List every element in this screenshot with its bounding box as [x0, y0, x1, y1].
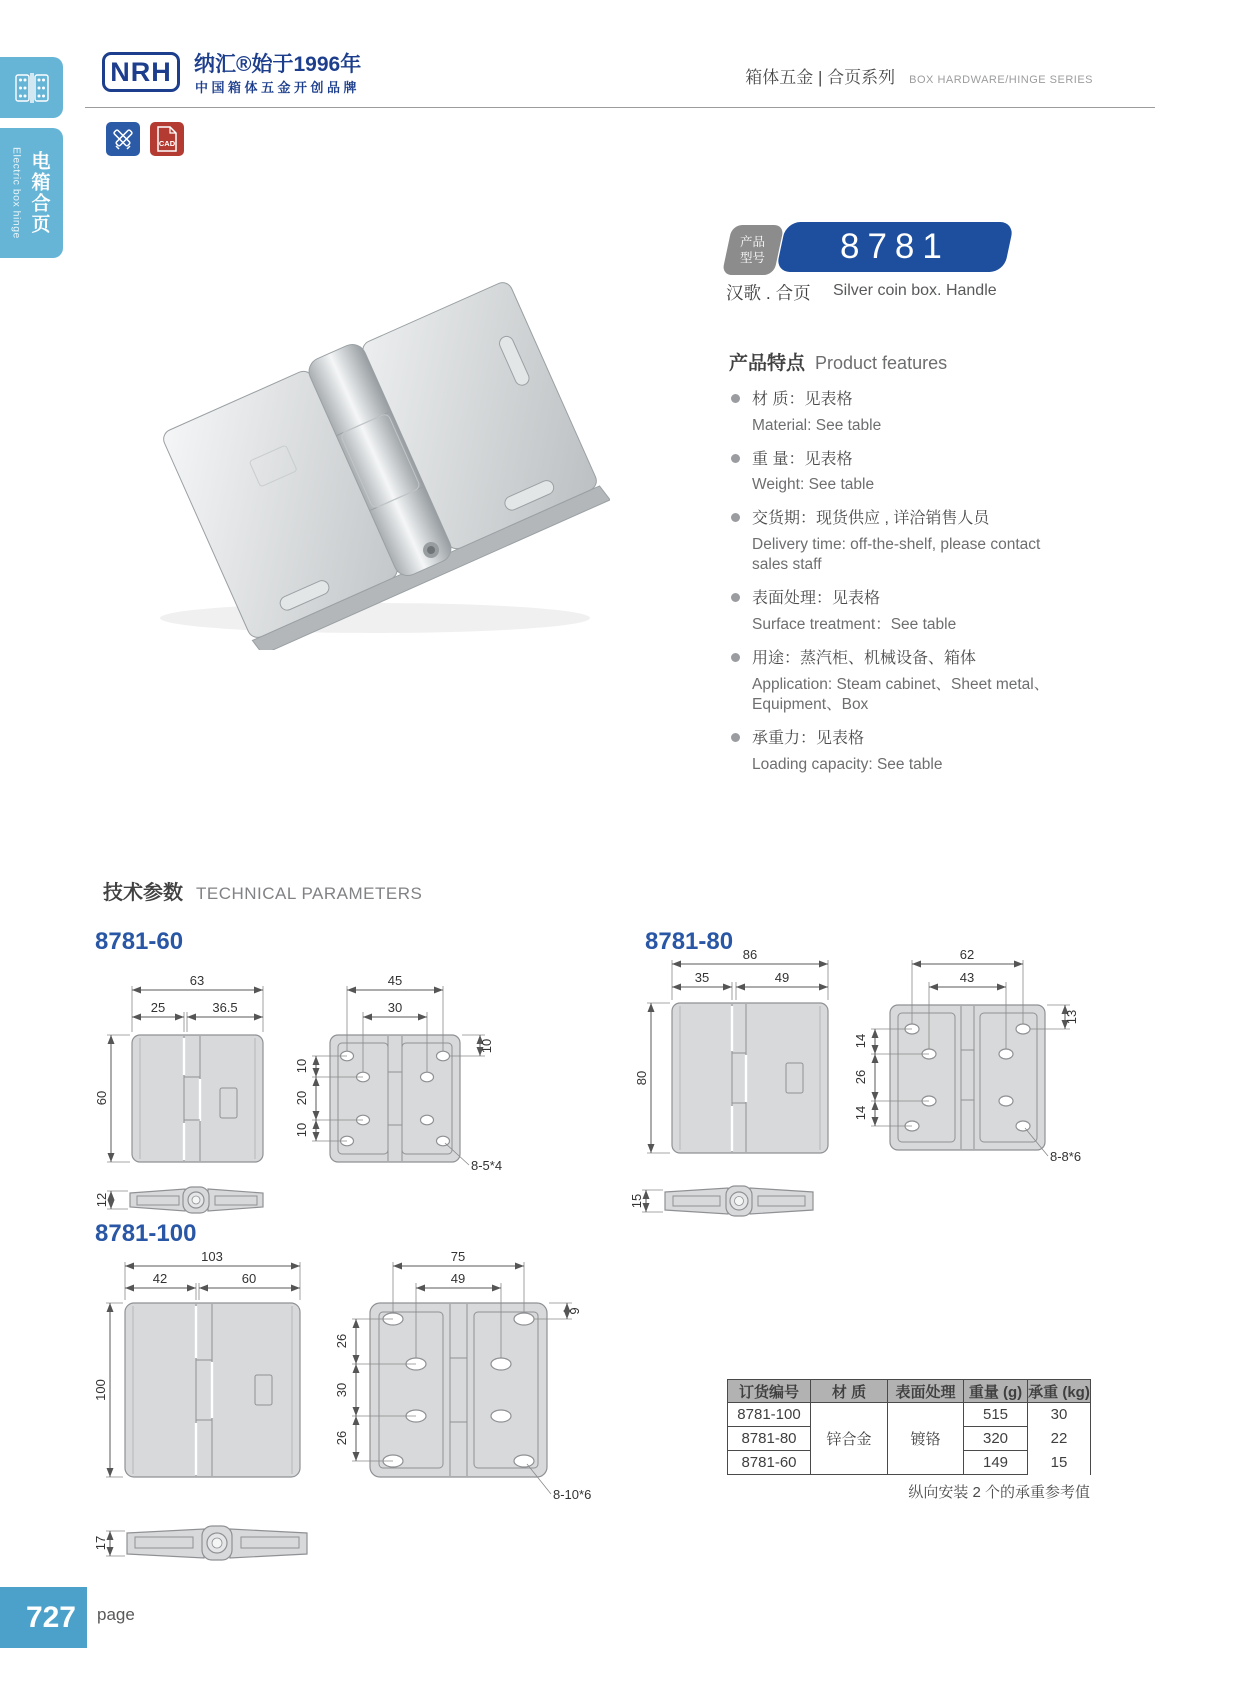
feature-item-material	[729, 389, 1069, 436]
dim-hole-inner: 30	[387, 1000, 403, 1015]
cell-model: 8781-80	[728, 1427, 811, 1451]
drawing-heading-8781-60: 8781-60	[95, 928, 184, 955]
series-title-en: BOX HARDWARE/HINGE SERIES	[909, 74, 1093, 86]
series-title-zh: 箱体五金 | 合页系列	[745, 68, 896, 87]
feature-zh: 用途：蒸汽柜、机械设备、箱体	[729, 648, 1069, 670]
dim-thickness: 12	[94, 1192, 109, 1208]
feature-zh: 材 质：见表格	[729, 389, 1069, 411]
dim-left-width: 35	[694, 970, 710, 985]
cell-material-merged: 锌合金	[811, 1403, 888, 1475]
dim-v-bot: 14	[853, 1105, 868, 1121]
page-number-badge	[0, 1587, 87, 1648]
dim-v-bot: 26	[334, 1430, 349, 1446]
dim-v-bot: 10	[294, 1122, 309, 1138]
dim-right-width: 60	[241, 1271, 257, 1286]
dim-v-mid: 30	[334, 1382, 349, 1398]
front-view-8781-60	[94, 973, 263, 1162]
feature-en: Material: See table	[752, 416, 882, 434]
dim-left-width: 25	[150, 1000, 166, 1015]
crossed-tools-icon	[110, 126, 136, 152]
features-title	[729, 348, 1069, 375]
feature-zh: 重 量：见表格	[729, 449, 1069, 471]
tech-title-zh: 技术参数	[103, 882, 183, 904]
side-view-8781-80	[629, 1186, 813, 1216]
header-divider	[85, 107, 1155, 108]
technical-drawing-8781-100	[85, 1250, 625, 1570]
dim-hole-inner: 49	[450, 1271, 466, 1286]
front-view-8781-80	[634, 947, 828, 1153]
sidebar-tab-label-zh: 电箱合页	[28, 150, 50, 235]
dim-height: 60	[94, 1090, 109, 1106]
product-name-zh: 汉歌 . 合页	[726, 283, 811, 303]
cell-capacity: 30	[1028, 1403, 1091, 1427]
feature-item-application	[729, 648, 1069, 715]
front-view-8781-100	[93, 1250, 300, 1477]
hole-view-8781-80	[853, 947, 1081, 1164]
header-series-title	[745, 63, 1093, 88]
drawing-heading-8781-80: 8781-80	[645, 928, 734, 955]
col-header-surface: 表面处理	[888, 1380, 964, 1403]
dim-height: 80	[634, 1070, 649, 1086]
brand-slogan-line2: 中国箱体五金开创品牌	[195, 80, 361, 95]
dim-height: 100	[93, 1379, 108, 1401]
brand-slogan-line1: 纳汇®始于1996年	[194, 53, 362, 76]
model-number: 8781	[840, 227, 950, 266]
table-footnote: 纵向安装 2 个的承重参考值	[908, 1484, 1090, 1501]
feature-en: Application: Steam cabinet、Sheet metal、Equipment、Box	[752, 675, 1050, 713]
technical-drawing-8781-80	[620, 930, 1140, 1230]
cell-model: 8781-100	[728, 1403, 811, 1427]
cell-capacity: 15	[1028, 1451, 1091, 1475]
hole-spec-note: 8-10*6	[553, 1487, 592, 1502]
feature-zh: 交货期：现货供应 , 详洽销售人员	[729, 508, 1069, 530]
cell-model: 8781-60	[728, 1451, 811, 1475]
spec-table	[727, 1379, 1091, 1475]
product-photo-hinge	[130, 270, 610, 650]
dim-thickness: 17	[93, 1535, 108, 1551]
cell-weight: 149	[964, 1451, 1028, 1475]
feature-en: Delivery time: off-the-shelf, please contact sales staff	[752, 536, 1041, 574]
technical-parameters-title	[103, 876, 422, 905]
side-view-8781-60	[94, 1187, 263, 1213]
cad-file-icon	[154, 125, 180, 153]
hole-view-8781-60	[294, 973, 502, 1173]
feature-en: Surface treatment：See table	[752, 615, 957, 633]
badge-label-line1: 产品	[740, 234, 766, 249]
dim-hole-outer: 75	[450, 1250, 466, 1264]
table-row	[728, 1403, 1091, 1427]
cad-icon-label: CAD	[158, 139, 176, 148]
cell-surface-merged: 镀铬	[888, 1403, 964, 1475]
nrh-logo	[102, 52, 180, 92]
feature-item-surface	[729, 588, 1069, 635]
dim-total-width: 86	[742, 947, 758, 962]
feature-en: Weight: See table	[752, 476, 875, 494]
nrh-logo-text: NRH	[110, 56, 172, 87]
dim-v-mid: 20	[294, 1090, 309, 1106]
side-view-8781-100	[93, 1526, 307, 1560]
dim-edge-offset: 10	[479, 1038, 494, 1054]
product-name-en: Silver coin box. Handle	[833, 282, 997, 299]
hole-spec-note: 8-8*6	[1050, 1149, 1082, 1164]
dim-total-width: 63	[189, 973, 205, 988]
feature-item-weight	[729, 449, 1069, 496]
dim-hole-outer: 62	[959, 947, 975, 962]
page-label: page	[97, 1605, 135, 1624]
tools-icon-button[interactable]	[106, 122, 140, 156]
col-header-order-number: 订货编号	[728, 1380, 811, 1403]
col-header-weight: 重量 (g)	[964, 1380, 1028, 1403]
feature-item-delivery	[729, 508, 1069, 575]
dim-v-mid: 26	[853, 1069, 868, 1085]
features-list	[729, 389, 1069, 775]
tech-title-en: TECHNICAL PARAMETERS	[196, 884, 423, 903]
feature-zh: 表面处理：见表格	[729, 588, 1069, 610]
dim-left-width: 42	[152, 1271, 168, 1286]
cell-weight: 515	[964, 1403, 1028, 1427]
feature-item-loading	[729, 728, 1069, 775]
hole-spec-note: 8-5*4	[471, 1158, 503, 1173]
dim-hole-inner: 43	[959, 970, 975, 985]
dim-v-top: 14	[853, 1033, 868, 1049]
feature-en: Loading capacity: See table	[752, 755, 943, 773]
dim-edge-offset: 9	[567, 1307, 582, 1315]
col-header-material: 材 质	[811, 1380, 888, 1403]
col-header-capacity: 承重 (kg)	[1028, 1380, 1091, 1403]
dim-v-top: 10	[294, 1058, 309, 1074]
page-number: 727	[25, 1600, 76, 1634]
model-number-badge	[776, 222, 1015, 272]
hole-view-8781-100	[334, 1250, 591, 1502]
features-title-zh: 产品特点	[729, 353, 806, 374]
dim-hole-outer: 45	[387, 973, 403, 988]
cad-icon-button[interactable]	[150, 122, 184, 156]
hinge-icon	[12, 70, 52, 106]
dim-edge-offset: 13	[1064, 1009, 1079, 1025]
technical-drawing-8781-60	[85, 960, 595, 1230]
cell-weight: 320	[964, 1427, 1028, 1451]
drawing-heading-8781-100: 8781-100	[95, 1220, 197, 1247]
dim-total-width: 103	[201, 1250, 223, 1264]
badge-label-line2: 型号	[740, 251, 766, 265]
dim-right-width: 36.5	[212, 1000, 238, 1015]
features-title-en: Product features	[815, 353, 948, 373]
sidebar-tab-hinge-category[interactable]	[0, 57, 63, 118]
product-features-section	[729, 348, 1069, 788]
dim-thickness: 15	[629, 1193, 644, 1209]
feature-zh: 承重力：见表格	[729, 728, 1069, 750]
sidebar-tab-electric-box-hinge[interactable]	[0, 128, 63, 258]
spec-table-header-row	[728, 1380, 1091, 1403]
sidebar-tab-label-en: Electric box hinge	[10, 147, 23, 239]
cell-capacity: 22	[1028, 1427, 1091, 1451]
model-badge-label	[722, 225, 785, 275]
dim-right-width: 49	[774, 970, 790, 985]
dim-v-top: 26	[334, 1333, 349, 1349]
